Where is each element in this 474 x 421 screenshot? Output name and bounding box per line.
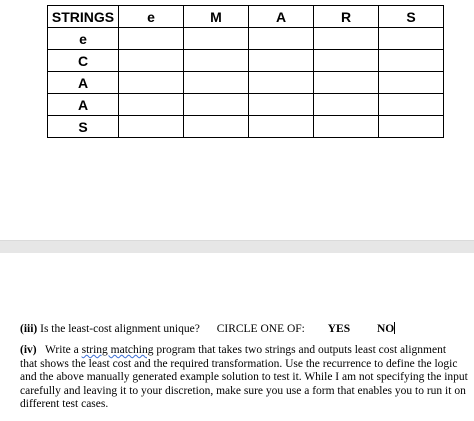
table-cell[interactable]: [184, 50, 249, 72]
row-header: A: [48, 94, 119, 116]
column-header: R: [314, 6, 379, 28]
table-cell[interactable]: [314, 72, 379, 94]
table-cell[interactable]: [249, 116, 314, 138]
spellcheck-underlined-text[interactable]: string matching: [81, 344, 154, 356]
table-cell[interactable]: [184, 72, 249, 94]
table-cell[interactable]: [379, 94, 444, 116]
table-cell[interactable]: [184, 94, 249, 116]
paragraph-line: that shows the least cost and the required transformation. Use the recurrence to define the logic: [20, 357, 458, 370]
table-cell[interactable]: [249, 50, 314, 72]
table-cell[interactable]: [249, 94, 314, 116]
line1-text-a: Write a: [45, 344, 82, 356]
question-iv: [20, 344, 472, 412]
table-cell[interactable]: [249, 28, 314, 50]
row-header: S: [48, 116, 119, 138]
table-row: [48, 50, 444, 72]
table-cell[interactable]: [119, 28, 184, 50]
table-cell[interactable]: [379, 116, 444, 138]
table-cell[interactable]: [379, 28, 444, 50]
question-text: Is the least-cost alignment unique?: [40, 323, 200, 335]
table-cell[interactable]: [379, 50, 444, 72]
table-cell[interactable]: [314, 50, 379, 72]
table-cell[interactable]: [249, 72, 314, 94]
table-cell[interactable]: [184, 116, 249, 138]
paragraph-line: different test cases.: [20, 398, 109, 411]
table-row: [48, 94, 444, 116]
column-header: e: [119, 6, 184, 28]
table-cell[interactable]: [314, 116, 379, 138]
table-cell[interactable]: [119, 94, 184, 116]
no-option[interactable]: NO: [376, 323, 395, 335]
text-cursor: [394, 322, 395, 334]
table-cell[interactable]: [379, 72, 444, 94]
table-row: [48, 72, 444, 94]
table-cell[interactable]: [184, 28, 249, 50]
alignment-table: [47, 5, 444, 138]
table-corner-cell: STRINGS: [48, 6, 119, 28]
page-separator: [0, 240, 474, 254]
column-header: M: [184, 6, 249, 28]
column-header: S: [379, 6, 444, 28]
table-cell[interactable]: [119, 116, 184, 138]
paragraph-line: and the above manually generated example solution to test it. While I am not specifying the input: [20, 371, 468, 384]
circle-prompt: CIRCLE ONE OF:: [216, 323, 305, 335]
column-header: A: [249, 6, 314, 28]
table-cell[interactable]: [119, 50, 184, 72]
table-cell[interactable]: [314, 28, 379, 50]
row-header: A: [48, 72, 119, 94]
paragraph-line: [20, 344, 472, 358]
table-cell[interactable]: [119, 72, 184, 94]
table-row: [48, 28, 444, 50]
table-header-row: [48, 6, 444, 28]
table-cell[interactable]: [314, 94, 379, 116]
row-header: C: [48, 50, 119, 72]
table-row: [48, 116, 444, 138]
row-header: e: [48, 28, 119, 50]
question-iii: [20, 322, 395, 336]
yes-option[interactable]: YES: [327, 323, 351, 335]
paragraph-line: carefully and leaving it to your discretion, make sure you use a form that enables you to run it on: [20, 384, 466, 397]
line1-text-b: program that takes two strings and outputs least cost alignment: [153, 344, 447, 356]
question-number: (iii): [20, 323, 38, 335]
question-number: (iv): [20, 344, 37, 356]
